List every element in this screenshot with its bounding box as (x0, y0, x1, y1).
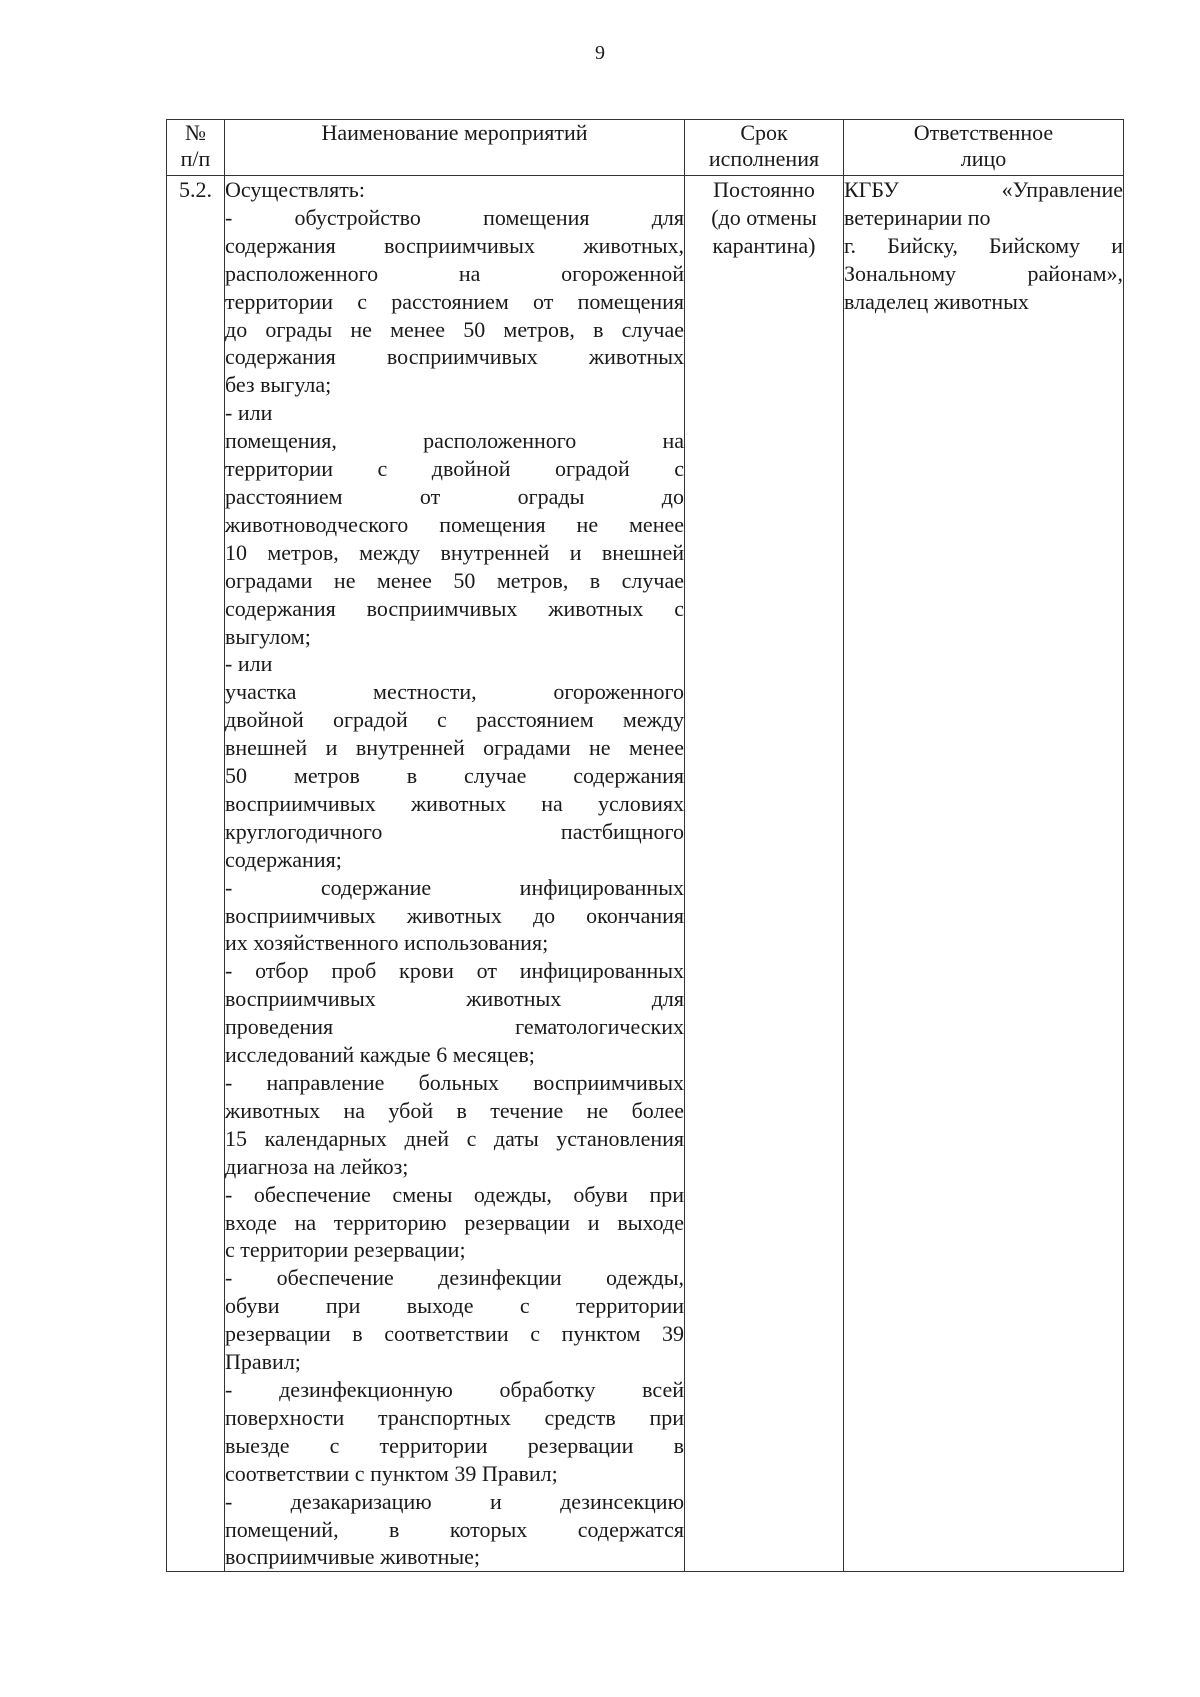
text-line: выезде с территории резервации в (225, 1432, 684, 1458)
text-line: 15 календарных дней с даты установления (225, 1125, 684, 1151)
text-line: восприимчивых животных на условиях (225, 790, 684, 816)
text-line: без выгула; (225, 372, 332, 398)
text-line: - дезакаризацию и дезинсекцию (225, 1488, 684, 1514)
text-line: - обеспечение смены одежды, обуви при (225, 1181, 684, 1207)
text-line: до ограды не менее 50 метров, в случае (225, 316, 684, 342)
row-term (685, 176, 844, 1572)
text-line: расположенного на огороженной (225, 260, 684, 286)
text-line: Постоянно (713, 177, 815, 202)
text-line: владелец животных (844, 288, 1029, 314)
text-line: - обустройство помещения для (225, 204, 684, 230)
text-line: двойной оградой с расстоянием между (225, 707, 684, 733)
text-line: помещения, расположенного на (225, 428, 684, 454)
text-line: Осуществлять: (225, 177, 365, 202)
text-line: карантина) (712, 232, 816, 258)
header-responsible: Ответственное лицо (844, 120, 1124, 176)
text-line: обуви при выходе с территории (225, 1293, 684, 1319)
table-header-row (167, 120, 1124, 176)
text-line: - содержание инфицированных (225, 874, 684, 900)
text-line: КГБУ «Управление (844, 177, 1123, 202)
text-line: территории с двойной оградой с (225, 456, 684, 482)
text-line: - или (225, 400, 273, 426)
text-line: г. Бийску, Бийскому и (844, 232, 1123, 258)
text-line: содержания восприимчивых животных, (225, 232, 684, 258)
text-line: выгулом; (225, 623, 311, 649)
text-line: соответствии с пунктом 39 Правил; (225, 1460, 558, 1486)
text-line: оградами не менее 50 метров, в случае (225, 567, 684, 593)
header-name: Наименование мероприятий (225, 120, 685, 176)
text-line: территории с расстоянием от помещения (225, 288, 684, 314)
text-line: проведения гематологических (225, 1014, 684, 1040)
text-line: 10 метров, между внутренней и внешней (225, 539, 684, 565)
text-line: - обеспечение дезинфекции одежды, (225, 1265, 684, 1291)
text-line: расстоянием от ограды до (225, 483, 684, 509)
text-line: восприимчивые животные; (225, 1544, 481, 1570)
header-term: Срок исполнения (685, 120, 844, 176)
row-measures (225, 176, 685, 1572)
text-line: круглогодичного пастбищного (225, 818, 684, 844)
text-line: участка местности, огороженного (225, 679, 684, 705)
row-responsible (844, 176, 1124, 1572)
text-line: их хозяйственного использования; (225, 930, 549, 956)
text-line: содержания восприимчивых животных (225, 344, 684, 370)
text-line: диагноза на лейкоз; (225, 1153, 409, 1179)
text-line: восприимчивых животных до окончания (225, 902, 684, 928)
text-line: резервации в соответствии с пунктом 39 (225, 1321, 684, 1347)
text-line: с территории резервации; (225, 1237, 466, 1263)
text-line: внешней и внутренней оградами не менее (225, 735, 684, 761)
table-row (167, 176, 1124, 1572)
text-line: входе на территорию резервации и выходе (225, 1209, 684, 1235)
text-line: Зональному районам», (844, 260, 1123, 286)
text-line: содержания восприимчивых животных с (225, 595, 684, 621)
text-line: - дезинфекционную обработку всей (225, 1376, 684, 1402)
text-line: поверхности транспортных средств при (225, 1404, 684, 1430)
row-number: 5.2. (167, 176, 225, 1572)
text-line: Правил; (225, 1349, 301, 1375)
text-line: ветеринарии по (844, 204, 991, 230)
text-line: 50 метров в случае содержания (225, 763, 684, 789)
text-line: восприимчивых животных для (225, 986, 684, 1012)
text-line: (до отмены (711, 204, 817, 230)
text-line: - направление больных восприимчивых (225, 1070, 684, 1095)
text-line: - отбор проб крови от инфицированных (225, 958, 684, 984)
header-num: № п/п (167, 120, 225, 176)
text-line: животноводческого помещения не менее (225, 511, 684, 537)
measures-table (166, 119, 1124, 1572)
text-line: животных на убой в течение не более (225, 1097, 684, 1123)
text-line: помещений, в которых содержатся (225, 1516, 684, 1542)
page-number: 9 (595, 42, 605, 64)
text-line: содержания; (225, 846, 342, 872)
text-line: - или (225, 651, 273, 677)
text-line: исследований каждые 6 месяцев; (225, 1042, 535, 1068)
